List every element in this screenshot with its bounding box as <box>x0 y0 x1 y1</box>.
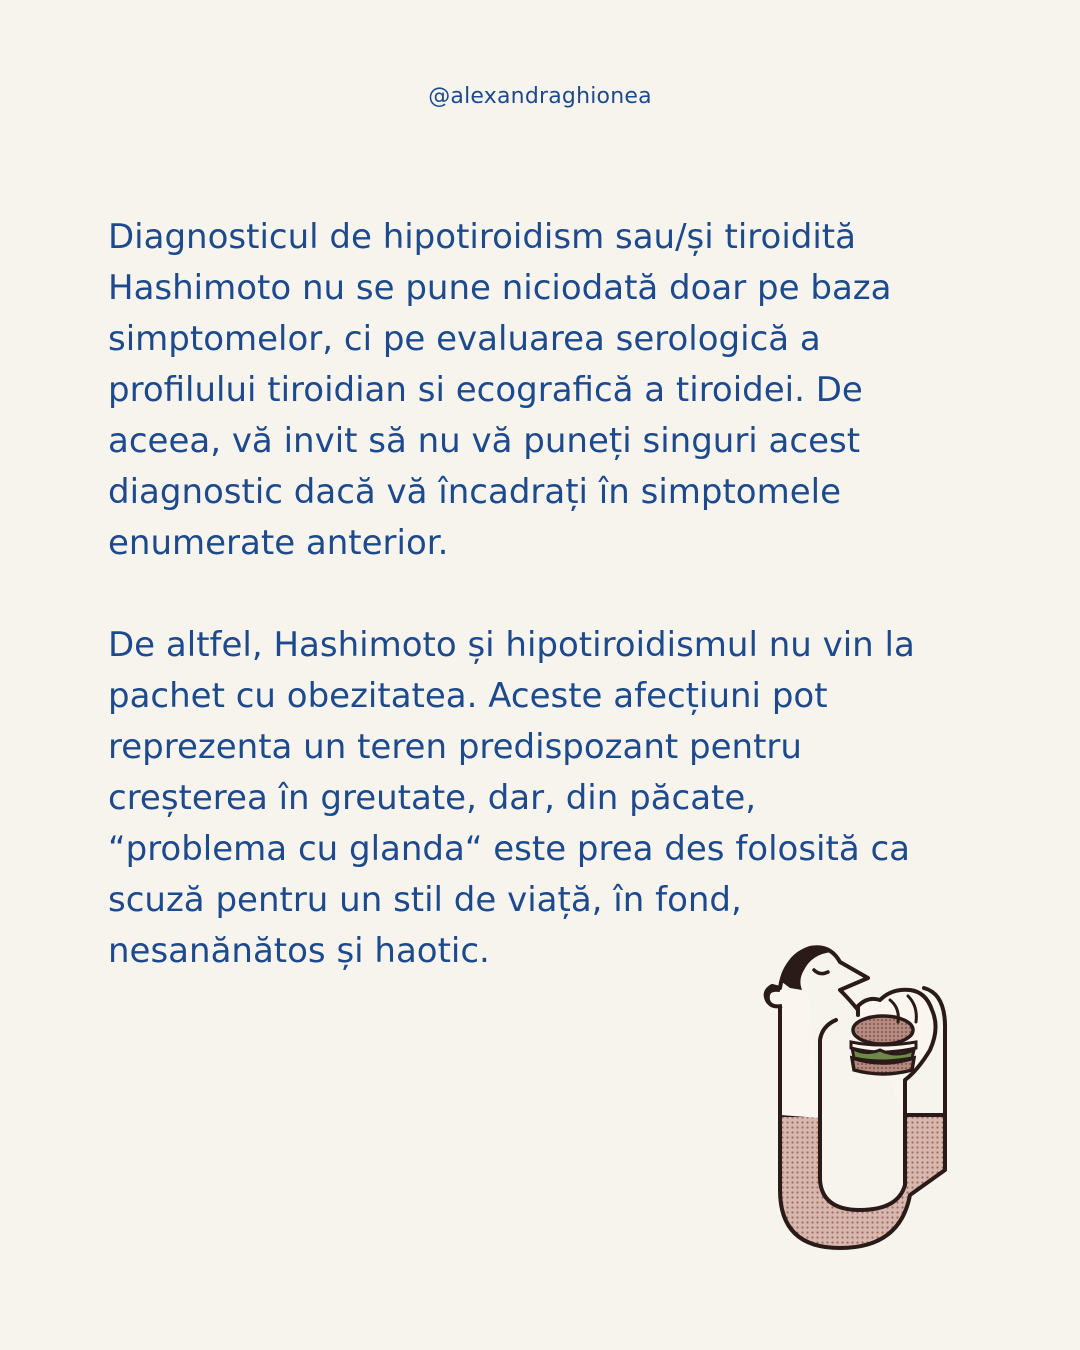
paragraph-obesity: De altfel, Hashimoto și hipotiroidismul nu vin la pachet cu obezitatea. Aceste afecțiuni pot reprezenta un teren predispozant pentru creșterea în greutate, dar, din păcate, “problema cu glanda“ este prea des folosită ca scuză pentru un stil de viață, în fond, nesanănătos și haotic. <box>108 625 915 971</box>
body-text <box>108 212 968 977</box>
author-handle: @alexandraghionea <box>428 84 652 109</box>
paragraph-diagnosis: Diagnosticul de hipotiroidism sau/și tiroidită Hashimoto nu se pune niciodată doar pe baza simptomelor, ci pe evaluarea serologică a profilului tiroidian si ecografică a tiroidei. De aceea, vă invit să nu vă puneți singuri acest diagnostic dacă vă încadrați în simptomele enumerate anterior. <box>108 217 892 563</box>
man-eating-burger-icon <box>740 930 980 1260</box>
